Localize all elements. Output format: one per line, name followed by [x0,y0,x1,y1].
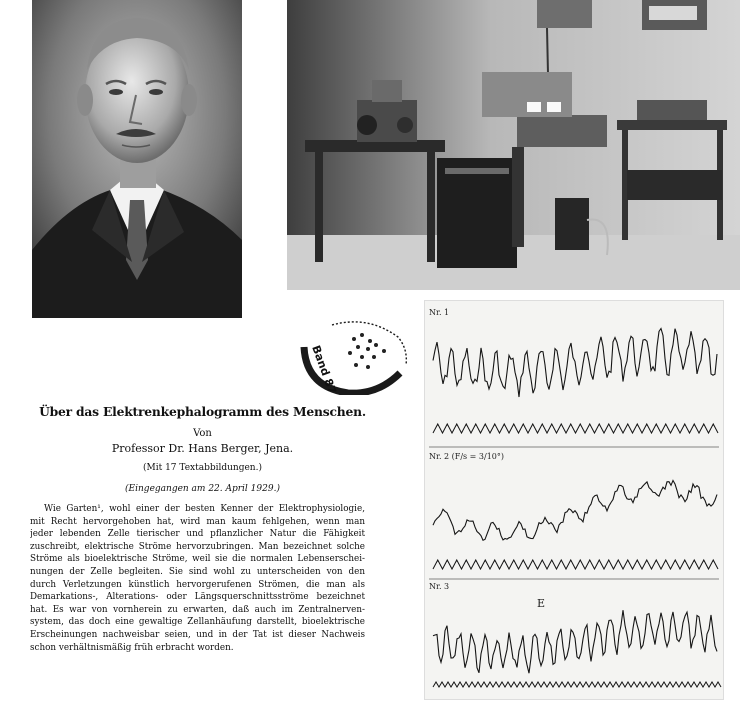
paper-body-line: zuschreibt, elektrische Ströme hervorzubringen. Man bezeichnet solche [30,541,365,552]
paper-body-line: durch Verletzungen künstlich hervorgerufenen Strömen, die man als [30,579,365,590]
paper-von: Von [193,428,212,439]
eeg-trace-2 [433,481,717,541]
paper-body-line: schon verhältnismäßig früh erbracht worden. [30,642,234,653]
paper-body-line: Wie Garten¹, wohl einer der besten Kenner der Elektrophysiologie, [44,504,365,514]
paper-body-line: hat. Es war von vornherein zu erwarten, daß auch im Zentralnerven- [30,604,365,615]
eeg-trace-3 [433,610,717,673]
portrait-illustration [32,0,242,318]
paper-body-line: jeder lebenden Zelle tierischer und pflanzlicher Natur die Fähigkeit [30,529,365,540]
trace-label-2: Nr. 2 (F/s = 3/10°) [429,452,505,461]
portrait-photo [32,0,242,318]
timing-wave-1 [433,424,718,433]
laboratory-illustration [287,0,740,290]
paper-author: Professor Dr. Hans Berger, Jena. [111,442,294,455]
stamp-seal [298,317,416,395]
paper-title: Über das Elektrenkephalogramm des Menschen. [39,404,366,419]
library-stamp [298,317,416,395]
paper-body [30,503,365,654]
paper-body-line: nungen der Zelle begleiten. Sie sind wohl zu unterscheiden von den [30,566,365,577]
eeg-trace-1 [433,329,717,398]
eeg-trace-plot [425,301,723,699]
laboratory-photo [287,0,740,290]
paper-body-line: Demarkations-, Alterations- oder Längsquerschnittsströme bezeichnet [30,592,365,603]
paper-received-date: (Eingegangen am 22. April 1929.) [125,484,280,494]
paper-figures-note: (Mit 17 Textabbildungen.) [143,463,262,473]
paper-body-line: Erscheinungen nachweisbar seien, und in der Tat ist dieser Nachweis [30,629,365,640]
stamp-text: Band 87 [309,343,339,395]
trace-label-3: Nr. 3 [429,582,450,591]
paper-excerpt [30,396,375,686]
trace-label-e: E [537,597,546,610]
paper-body-line: system, das doch eine gewaltige Zellanhäufung darstellt, bioelektrische [30,617,365,628]
trace-label-1: Nr. 1 [429,308,450,317]
timing-wave-3 [433,682,721,687]
paper-body-line: mit Recht hervorgehoben hat, wird man kaum fehlgehen, wenn man [30,516,365,527]
eeg-traces [424,300,724,700]
paper-body-line: Ströme als bioelektrische Ströme, weil sie die normalen Lebenserschei- [30,554,365,565]
timing-wave-2 [433,560,718,569]
